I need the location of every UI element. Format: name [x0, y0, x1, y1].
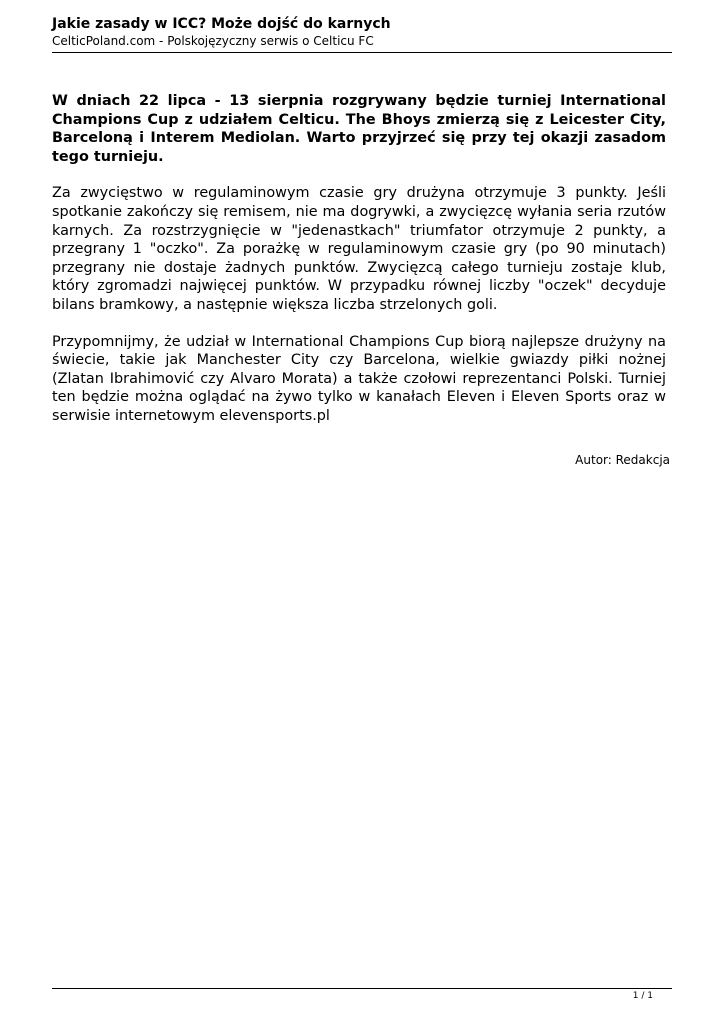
header-divider — [52, 52, 672, 53]
article-paragraph-2: Przypomnijmy, że udział w International Champions Cup biorą najlepsze drużyny na świecie, takie jak Manchester City czy Barcelona, wielkie gwiazdy piłki nożnej (Zlatan Ibrahimović czy Alvaro Morata) a także czołowi reprezentanci Polski. Turniej ten będzie można oglądać na żywo tylko w kanałach Eleven i Eleven Sports oraz w serwisie internetowym elevensports.pl — [52, 333, 666, 424]
document-title: Jakie zasady w ICC? Może dojść do karnych — [52, 16, 391, 32]
footer-divider — [52, 988, 672, 989]
article-paragraph-1: Za zwycięstwo w regulaminowym czasie gry drużyna otrzymuje 3 punkty. Jeśli spotkanie zakończy się remisem, nie ma dogrywki, a zwycięzcę wyłania seria rzutów karnych. Za rozstrzygnięcie w "jedenastkach" triumfator otrzymuje 2 punkty, a przegrany 1 "oczko". Za porażkę w regulaminowym czasie gry (po 90 minutach) przegrany nie dostaje żadnych punktów. Zwycięzcą całego turnieju zostaje klub, który zgromadzi najwięcej punktów. W przypadku równej liczby "oczek" decyduje bilans bramkowy, a następnie większa liczba strzelonych goli. — [52, 185, 666, 313]
article-author: Autor: Redakcja — [575, 453, 670, 467]
article-body — [52, 92, 666, 444]
page-header — [52, 15, 672, 49]
site-subtitle: CelticPoland.com - Polskojęzyczny serwis o Celticu FC — [52, 34, 374, 48]
page-number: 1 / 1 — [632, 991, 653, 1001]
article-lead: W dniach 22 lipca - 13 sierpnia rozgrywany będzie turniej International Champions Cup z udziałem Celticu. The Bhoys zmierzą się z Leicester City, Barceloną i Interem Mediolan. Warto przyjrzeć się przy tej okazji zasadom tego turnieju. — [52, 93, 666, 165]
